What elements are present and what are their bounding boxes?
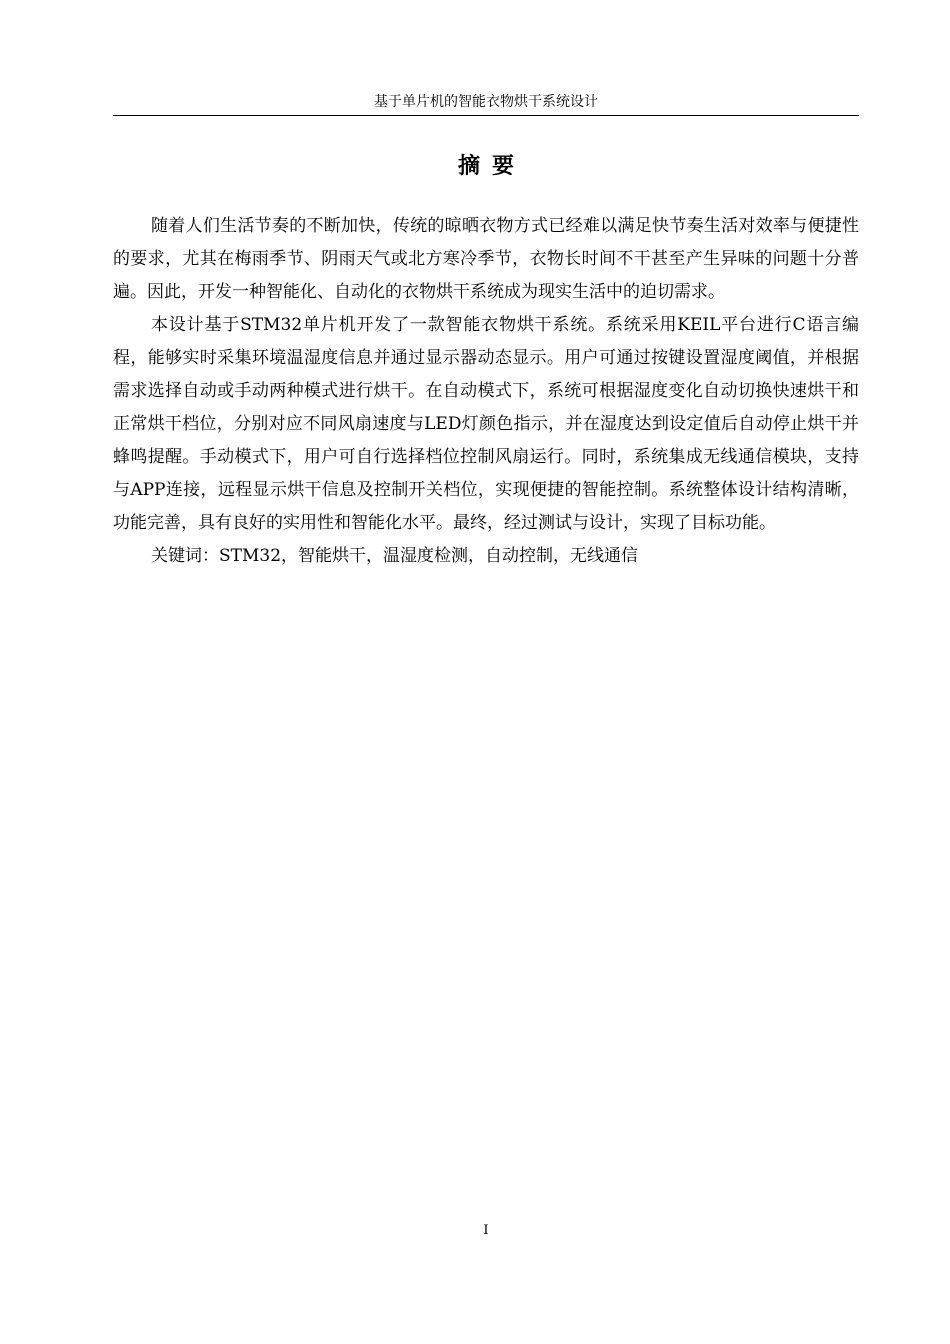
abstract-paragraph-2: 本设计基于STM32单片机开发了一款智能衣物烘干系统。系统采用KEIL平台进行C语言编程，能够实时采集环境温湿度信息并通过显示器动态显示。用户可通过按键设置湿度阈值，并根据需求选择自动或手动两种模式进行烘干。在自动模式下，系统可根据湿度变化自动切换快速烘干和正常烘干档位，分别对应不同风扇速度与LED灯颜色指示，并在湿度达到设定值后自动停止烘干并蜂鸣提醒。手动模式下，用户可自行选择档位控制风扇运行。同时，系统集成无线通信模块，支持与APP连接，远程显示烘干信息及控制开关档位，实现便捷的智能控制。系统整体设计结构清晰，功能完善，具有良好的实用性和智能化水平。最终，经过测试与设计，实现了目标功能。 bbox=[113, 315, 859, 533]
page-number: I bbox=[483, 1223, 489, 1238]
header-divider bbox=[113, 115, 859, 116]
abstract-paragraph-1: 随着人们生活节奏的不断加快，传统的晾晒衣物方式已经难以满足快节奏生活对效率与便捷性的要求，尤其在梅雨季节、阴雨天气或北方寒冷季节，衣物长时间不干甚至产生异味的问题十分普遍。因此，开发一种智能化、自动化的衣物烘干系统成为现实生活中的迫切需求。 bbox=[113, 216, 859, 302]
running-header-title: 基于单片机的智能衣物烘干系统设计 bbox=[374, 94, 598, 110]
keywords-line: 关键词：STM32，智能烘干，温湿度检测，自动控制，无线通信 bbox=[151, 546, 639, 566]
abstract-body bbox=[113, 210, 859, 573]
abstract-heading: 摘要 bbox=[457, 154, 526, 179]
